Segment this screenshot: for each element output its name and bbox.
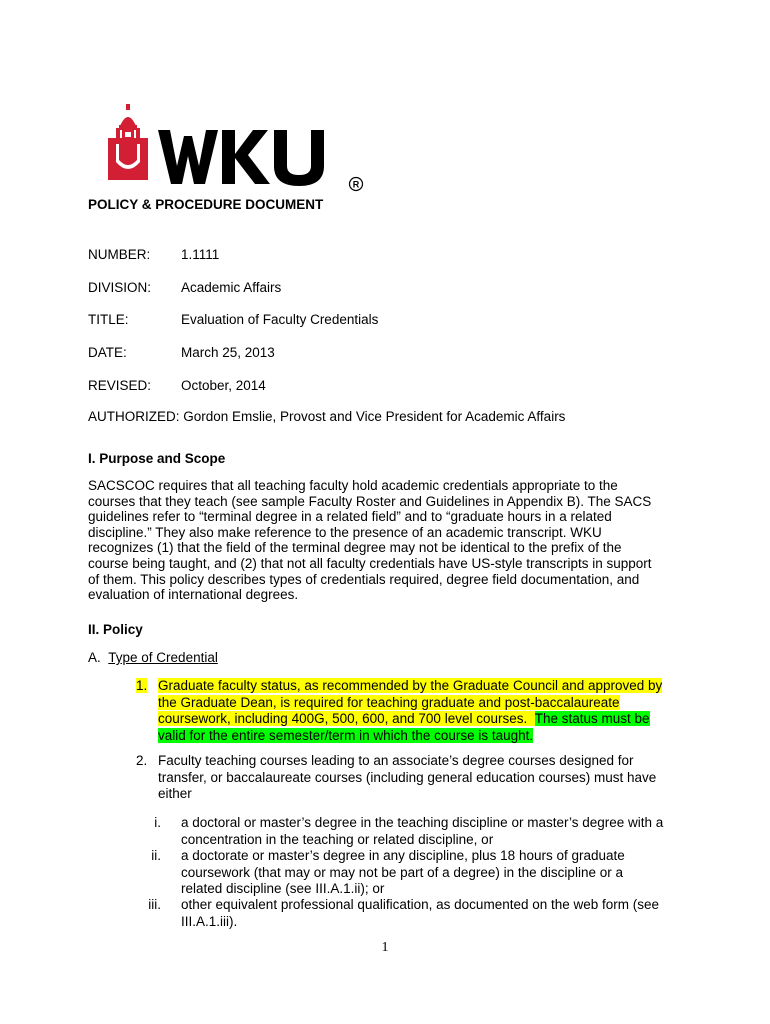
roman-item-line: concentration in the teaching or related discipline, or bbox=[181, 831, 494, 847]
paragraph-line: guidelines refer to “terminal degree in a related field” and to “graduate hours in a related bbox=[88, 509, 612, 525]
section-heading-purpose: I. Purpose and Scope bbox=[88, 451, 226, 466]
list-item-number: 1. bbox=[136, 678, 148, 693]
paragraph-line: evaluation of international degrees. bbox=[88, 587, 299, 603]
registered-mark bbox=[350, 178, 363, 191]
list-item-line: transfer, or baccalaureate courses (including general education courses) must have bbox=[158, 769, 657, 785]
meta-value-title: Evaluation of Faculty Credentials bbox=[181, 312, 379, 327]
paragraph-line: courses that they teach (see sample Faculty Roster and Guidelines in Appendix B). The SACS bbox=[88, 493, 652, 509]
highlighted-text: the Graduate Dean, is required for teaching graduate and post-baccalaureate bbox=[158, 694, 620, 710]
highlighted-text-green: The status must be bbox=[534, 711, 650, 726]
paragraph-line: of them. This policy describes types of credentials required, degree field documentation, and bbox=[88, 571, 640, 587]
wku-wordmark bbox=[158, 130, 324, 186]
roman-item-i bbox=[181, 815, 686, 848]
list-item-line: Faculty teaching courses leading to an associate’s degree courses designed for bbox=[158, 753, 634, 768]
paragraph-line: course being taught, and (2) that not all faculty credentials have US-style transcripts in support bbox=[88, 555, 652, 571]
highlighted-text-green: valid for the entire semester/term in which the course is taught. bbox=[158, 727, 534, 743]
roman-numeral: iii. bbox=[148, 897, 161, 912]
wku-logo bbox=[106, 104, 368, 196]
highlighted-text: coursework, including 400G, 500, 600, and 700 level courses. bbox=[158, 711, 528, 726]
roman-item-line: III.A.1.iii). bbox=[181, 913, 238, 929]
svg-text:R: R bbox=[352, 179, 360, 190]
roman-item-line: a doctorate or master’s degree in any discipline, plus 18 hours of graduate bbox=[181, 848, 625, 863]
meta-label-title: TITLE: bbox=[88, 312, 129, 327]
purpose-paragraph bbox=[88, 478, 688, 603]
section-heading-policy: II. Policy bbox=[88, 622, 143, 637]
roman-item-line: coursework (that may or may not be part of a degree) in the discipline or a bbox=[181, 864, 623, 880]
meta-label-number: NUMBER: bbox=[88, 247, 151, 262]
roman-item-line: other equivalent professional qualification, as documented on the web form (see bbox=[181, 897, 660, 912]
roman-item-line: a doctoral or master’s degree in the teaching discipline or master’s degree with a bbox=[181, 815, 664, 830]
highlighted-text: Graduate faculty status, as recommended by the Graduate Council and approved by bbox=[158, 678, 663, 693]
list-item-faculty-teaching bbox=[158, 753, 686, 803]
document-type-heading: POLICY & PROCEDURE DOCUMENT bbox=[88, 197, 324, 212]
subsection-title: Type of Credential bbox=[108, 650, 218, 665]
list-item-line: either bbox=[158, 786, 192, 801]
subsection-type-of-credential bbox=[88, 650, 218, 665]
meta-value-revised: October, 2014 bbox=[181, 378, 266, 393]
roman-numeral: ii. bbox=[151, 848, 161, 863]
roman-item-ii bbox=[181, 848, 686, 898]
meta-value-division: Academic Affairs bbox=[181, 280, 282, 295]
roman-numeral: i. bbox=[154, 815, 161, 830]
paragraph-line: SACSCOC requires that all teaching faculty hold academic credentials appropriate to the bbox=[88, 478, 618, 493]
meta-label-revised: REVISED: bbox=[88, 378, 152, 393]
roman-item-line: related discipline (see III.A.1.ii); or bbox=[181, 881, 385, 896]
meta-label-date: DATE: bbox=[88, 345, 127, 360]
page-number: 1 bbox=[381, 940, 389, 955]
meta-value-number: 1.1111 bbox=[181, 247, 220, 262]
paragraph-line: recognizes (1) that the field of the terminal degree may not be identical to the prefix of the bbox=[88, 540, 622, 556]
list-item-number: 2. bbox=[136, 753, 148, 768]
meta-value-date: March 25, 2013 bbox=[181, 345, 275, 360]
list-item-graduate-status bbox=[158, 678, 686, 744]
meta-label-division: DIVISION: bbox=[88, 280, 152, 295]
roman-item-iii bbox=[181, 897, 686, 930]
paragraph-line: discipline.” They also make reference to the presence of an academic transcript. WKU bbox=[88, 524, 602, 540]
subsection-letter: A. bbox=[88, 650, 101, 665]
authorized-line: AUTHORIZED: Gordon Emslie, Provost and Vice President for Academic Affairs bbox=[88, 409, 566, 424]
